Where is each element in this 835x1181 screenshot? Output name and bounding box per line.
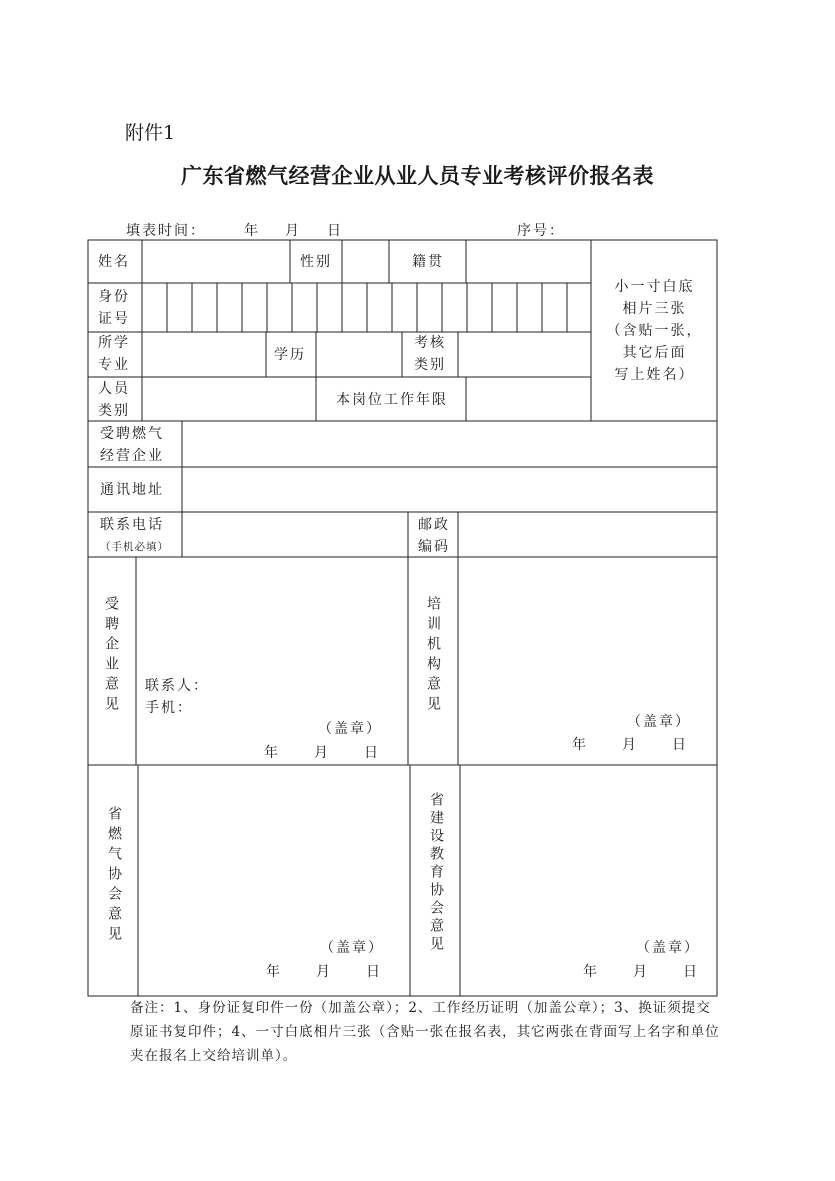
attachment-label: 附件1 xyxy=(125,122,176,144)
gas-association-seal: （盖章） xyxy=(320,940,384,956)
remarks-note: 备注：1、身份证复印件一份（加盖公章）；2、工作经历证明（加盖公章）；3、换证须提交原证书复印件；4、一寸白底相片三张（含贴一张在报名表，其它两张在背面写上名字和单位夹在报名上交给培训单）。 xyxy=(130,1000,720,1064)
gas-association-year: 年 xyxy=(266,964,282,980)
training-month: 月 xyxy=(622,737,638,753)
mobile-label: 手机： xyxy=(145,700,193,716)
enterprise-seal: （盖章） xyxy=(318,721,382,737)
construction-edu-day: 日 xyxy=(683,964,699,980)
gas-association-opinion-label: 省燃气协会意见 xyxy=(106,806,122,946)
years-label: 本岗位工作年限 xyxy=(336,392,448,408)
staff-label-2: 类别 xyxy=(98,403,130,419)
enterprise-opinion-label: 受聘企业意见 xyxy=(103,596,119,716)
major-label-1: 所学 xyxy=(98,335,130,351)
major-label-2: 专业 xyxy=(98,357,130,373)
name-label: 姓名 xyxy=(98,254,130,270)
training-seal: （盖章） xyxy=(627,714,691,730)
postcode-label-1: 邮政 xyxy=(418,517,450,533)
id-label-2: 证号 xyxy=(98,311,130,327)
photo-line: 小一寸白底 xyxy=(614,279,695,295)
form-title: 广东省燃气经营企业从业人员专业考核评价报名表 xyxy=(181,164,654,188)
training-opinion-label: 培训机构意见 xyxy=(425,596,441,716)
enterprise-year: 年 xyxy=(264,745,280,761)
exam-label-2: 类别 xyxy=(414,357,446,373)
serial-label: 序号： xyxy=(517,223,565,239)
enterprise-month: 月 xyxy=(314,745,330,761)
photo-line: 相片三张 xyxy=(622,301,687,317)
photo-line: 写上姓名） xyxy=(614,367,695,383)
photo-instructions xyxy=(592,276,717,386)
training-day: 日 xyxy=(672,737,688,753)
fill-time-label: 填表时间： xyxy=(126,223,206,239)
gender-label: 性别 xyxy=(300,254,332,270)
phone-note: （手机必填） xyxy=(100,541,169,553)
enterprise-day: 日 xyxy=(364,745,380,761)
education-label: 学历 xyxy=(274,347,306,363)
header-year: 年 xyxy=(244,223,260,239)
photo-line: 其它后面 xyxy=(622,345,687,361)
construction-edu-opinion-label: 省建设教育协会意见 xyxy=(428,792,444,954)
native-place-label: 籍贯 xyxy=(412,254,444,270)
photo-line: （含贴一张， xyxy=(606,323,703,339)
staff-label-1: 人员 xyxy=(98,381,130,397)
construction-edu-month: 月 xyxy=(633,964,649,980)
phone-label: 联系电话 xyxy=(100,517,164,533)
employer-label-1: 受聘燃气 xyxy=(100,426,164,442)
gas-association-month: 月 xyxy=(316,964,332,980)
id-label-1: 身份 xyxy=(98,289,130,305)
header-month: 月 xyxy=(285,223,301,239)
employer-label-2: 经营企业 xyxy=(100,448,164,464)
exam-label-1: 考核 xyxy=(414,335,446,351)
construction-edu-year: 年 xyxy=(583,964,599,980)
training-year: 年 xyxy=(572,737,588,753)
contact-person-label: 联系人： xyxy=(145,678,209,694)
gas-association-day: 日 xyxy=(366,964,382,980)
address-label: 通讯地址 xyxy=(100,482,164,498)
header-day: 日 xyxy=(327,223,343,239)
construction-edu-seal: （盖章） xyxy=(636,940,700,956)
postcode-label-2: 编码 xyxy=(418,539,450,555)
